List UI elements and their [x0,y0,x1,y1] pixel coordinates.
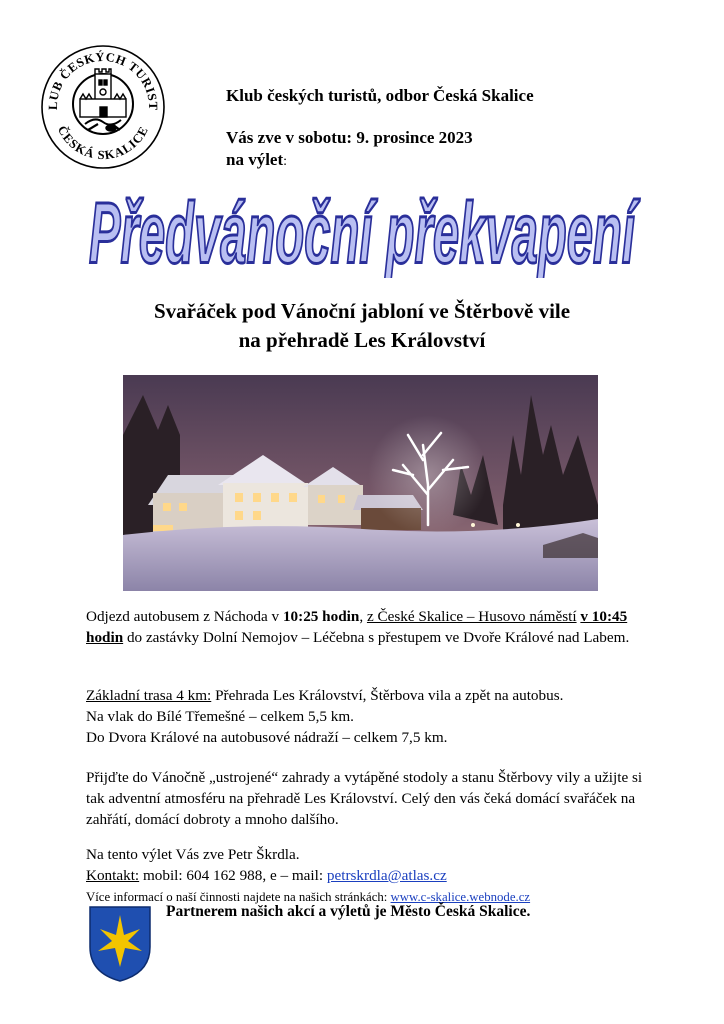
website-link[interactable]: www.c-skalice.webnode.cz [390,890,531,904]
description-paragraph: Přijďte do Vánočně „ustrojené“ zahrady a vytápěné stodoly a stanu Štěrbovy vily a užijte si tak adventní atmosféru na přehradě Les Království. Celý den vás čeká domácí svařáček na zahřátí, domácí dobroty a mnoho dalšího. [86,769,643,828]
event-title [0,178,724,278]
villa-night-photo [123,375,598,591]
svg-text:ČESKÁ SKALICE [55,124,151,163]
trip-label [226,150,287,170]
contact-paragraph [86,844,646,908]
contact-mobile: mobil: 604 162 988, e – mail: [139,867,327,884]
departure-paragraph [86,606,646,648]
partner-line: Partnerem našich akcí a výletů je Město Česká Skalice. [166,903,531,920]
route-bus-station: Do Dvora Králové na autobusové nádraží – celkem 7,5 km. [86,729,448,746]
departure-time-ceska-skalice: v 10:45 hodin [86,608,628,646]
departure-text-1: Odjezd autobusem z Náchoda v [86,608,283,625]
departure-text-2: , [359,608,367,625]
town-crest-logo [88,905,152,983]
event-title-text: Předvánoční překvapení [88,185,641,278]
contact-intro: Na tento výlet Vás zve Petr Škrdla. [86,846,300,863]
contact-label: Kontakt: [86,867,140,884]
route-basic: Přehrada Les Království, Štěrbova vila a zpět na autobus. [211,687,564,704]
more-info-text: Více informací o naší činnosti najdete na našich stránkách: [86,890,391,904]
club-seal-logo [40,44,166,170]
routes-label: Základní trasa 4 km: [86,687,212,704]
seal-bottom-text: ČESKÁ SKALICE [54,123,152,163]
subtitle-line-1: Svařáček pod Vánoční jabloní ve Štěrbově vile [153,299,571,323]
subtitle-line-2: na přehradě Les Království [238,328,486,352]
route-train: Na vlak do Bílé Třemešné – celkem 5,5 km. [86,708,354,725]
club-name: Klub českých turistů, odbor Česká Skalice [226,86,534,105]
castle-icon [73,69,133,134]
contact-email-link[interactable]: petrskrdla@atlas.cz [326,867,447,884]
departure-text-3: do zastávky Dolní Nemojov – Léčebna s přestupem ve Dvoře Králové nad Labem. [123,629,630,646]
seal-top-text: LUB ČESKÝCH TURIST [45,49,161,111]
trip-label-text: na výlet [226,150,284,169]
routes-paragraph [86,685,646,748]
departure-stop-ceska-skalice: z České Skalice – Husovo náměstí [366,608,577,625]
departure-time-nachod: 10:25 hodin [282,608,360,625]
trip-label-colon: : [283,154,288,169]
invite-line: Vás zve v sobotu: 9. prosince 2023 [226,128,473,147]
